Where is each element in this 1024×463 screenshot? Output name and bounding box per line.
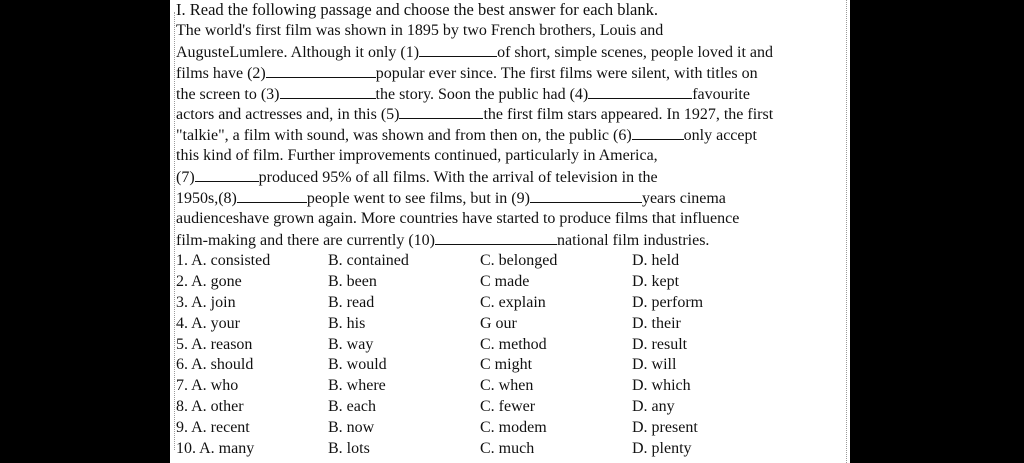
option-b[interactable]: B. way [328,335,374,353]
option-a[interactable]: 6. A. should [176,356,254,374]
question-row-9 [176,418,844,439]
option-d[interactable]: D. kept [632,272,680,290]
option-a[interactable]: 1. A. consisted [176,252,271,269]
blank-7[interactable] [195,167,259,182]
option-b[interactable]: B. now [328,419,375,437]
option-c[interactable]: C made [480,272,530,290]
passage-text: the screen to (3) [176,85,280,103]
blank-10[interactable] [435,230,557,245]
question-row-2 [176,272,844,293]
passage-line: The world's first film was shown in 1895 by two French brothers, Louis and [176,21,664,39]
passage-text: only accept [683,127,757,145]
option-a[interactable]: 9. A. recent [176,419,250,437]
blank-9[interactable] [530,188,642,203]
option-b[interactable]: B. his [328,314,366,332]
passage-text: national film industries. [557,231,710,249]
passage-line [176,84,844,105]
passage-text: AugusteLumlere. Although it only (1) [176,43,420,61]
option-c[interactable]: C might [480,356,533,374]
option-a[interactable]: 2. A. gone [176,272,242,290]
option-d[interactable]: D. held [632,252,680,269]
option-d[interactable]: D. which [632,377,691,395]
blank-3[interactable] [280,84,376,99]
blank-6[interactable] [632,125,684,140]
question-row-3 [176,293,844,314]
option-a[interactable]: 10. A. many [176,440,255,458]
option-d[interactable]: D. any [632,398,675,416]
option-a[interactable]: 3. A. join [176,293,236,311]
passage-text: the first film stars appeared. In 1927, the first [483,106,774,124]
option-c[interactable]: G our [480,314,517,332]
question-row-8 [176,397,844,418]
passage-text: popular ever since. The first films were silent, with titles on [375,64,758,82]
blank-4[interactable] [588,84,692,99]
passage-line: this kind of film. Further improvements continued, particularly in America, [176,147,658,165]
passage-line [176,167,844,188]
passage-line: audienceshave grown again. More countries have started to produce films that influence [176,209,740,227]
blank-5[interactable] [399,104,483,119]
blank-2[interactable] [266,63,376,78]
passage-text: of short, simple scenes, people loved it and [497,43,774,61]
passage-text: (7) [176,169,195,187]
option-b[interactable]: B. lots [328,440,370,458]
option-b[interactable]: B. read [328,293,375,311]
passage-line [176,63,844,84]
passage-line [176,42,844,63]
exercise-heading: I. Read the following passage and choose the best answer for each blank. [176,0,659,19]
option-a[interactable]: 4. A. your [176,314,240,332]
blank-8[interactable] [237,188,307,203]
option-c[interactable]: C. when [480,377,534,395]
passage-text: people went to see films, but in (9) [306,190,530,208]
option-d[interactable]: D. result [632,335,688,353]
option-a[interactable]: 5. A. reason [176,335,253,353]
option-b[interactable]: B. where [328,377,386,395]
option-a[interactable]: 8. A. other [176,398,244,416]
passage-text: produced 95% of all films. With the arrival of television in the [258,169,658,187]
option-c[interactable]: C. belonged [480,252,558,269]
passage-text: films have (2) [176,64,266,82]
option-b[interactable]: B. each [328,398,376,416]
option-d[interactable]: D. plenty [632,440,692,458]
question-row-5 [176,335,844,356]
passage-line [176,188,844,209]
passage-text: film-making and there are currently (10) [176,231,435,249]
passage-line [176,104,844,125]
question-row-1 [176,251,844,272]
option-b[interactable]: B. contained [328,252,409,269]
option-a[interactable]: 7. A. who [176,377,239,395]
page-margin-line-right [846,0,848,463]
option-c[interactable]: C. fewer [480,398,536,416]
passage-text: favourite [692,85,750,103]
passage-text: years cinema [641,190,726,208]
passage [176,0,844,251]
question-row-4 [176,314,844,335]
option-c[interactable]: C. modem [480,419,547,437]
option-d[interactable]: D. will [632,356,677,374]
passage-line [176,125,844,146]
passage-text: "talkie", a film with sound, was shown and from then on, the public (6) [176,127,632,145]
question-row-10 [176,439,844,460]
option-b[interactable]: B. been [328,272,377,290]
option-c[interactable]: C. method [480,335,547,353]
option-c[interactable]: C. much [480,440,535,458]
passage-text: the story. Soon the public had (4) [375,85,589,103]
option-b[interactable]: B. would [328,356,387,374]
question-row-7 [176,376,844,397]
option-d[interactable]: D. present [632,419,698,437]
blank-1[interactable] [419,42,497,57]
question-row-6 [176,355,844,376]
passage-text: actors and actresses and, in this (5) [176,106,400,124]
option-d[interactable]: D. their [632,314,681,332]
passage-line [176,230,844,251]
option-d[interactable]: D. perform [632,293,704,311]
passage-text: 1950s,(8) [176,190,237,208]
answer-options [176,251,844,460]
option-c[interactable]: C. explain [480,293,546,311]
